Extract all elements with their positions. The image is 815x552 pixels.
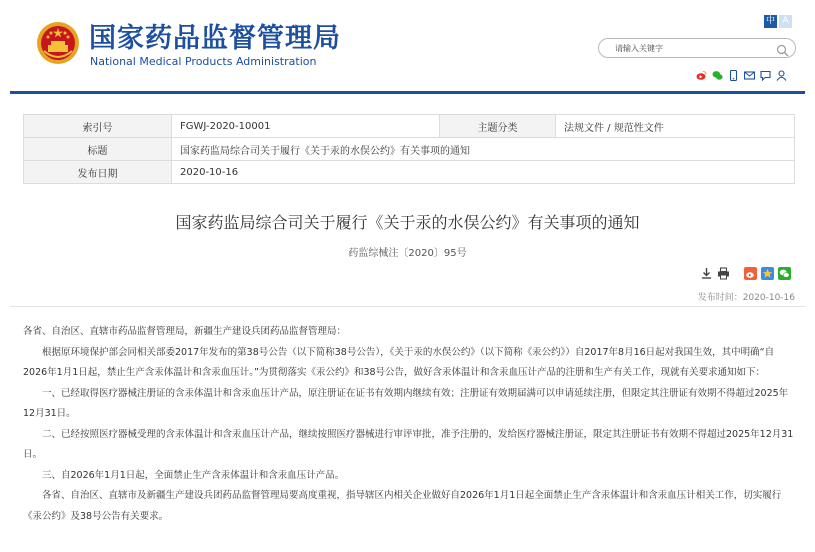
category-label: 主题分类: [440, 115, 556, 138]
body-paragraph: 二、已经按照医疗器械受理的含汞体温计和含汞血压计产品，继续按照医疗器械进行审评审批，准予注册的，发给医疗器械注册证，限定其注册证书有效期不得超过2025年12月31日。: [23, 428, 794, 460]
language-chinese-button[interactable]: 中: [765, 16, 775, 26]
document-info-table: [23, 114, 795, 184]
body-paragraph: 根据原环境保护部会同相关部委2017年发布的第38号公告（以下简称38号公告），《关于汞的水俣公约》（以下简称《汞公约》）自2017年8月16日起对我国生效，其中明确“自2026年1月1日起，禁止生产含汞体温计和含汞血压计。”为贯彻落实《汞公约》和38号公告，做好含汞体温计和含汞血压计产品的注册和生产有关工作，现就有关要求通知如下：: [23, 346, 775, 378]
qzone-share-icon[interactable]: [761, 265, 774, 278]
print-icon[interactable]: [717, 265, 730, 278]
publish-time: 发布时间：2020-10-16: [697, 293, 795, 303]
user-icon[interactable]: [776, 66, 787, 77]
site-title: 国家药品监督管理局: [89, 23, 341, 54]
salutation-paragraph: 各省、自治区、直辖市药品监督管理局，新疆生产建设兵团药品监督管理局：: [23, 326, 347, 337]
search-input[interactable]: [615, 39, 765, 57]
category-value: 法规文件 / 规范性文件: [556, 115, 795, 138]
article-tools: [700, 265, 791, 278]
date-label: 发布日期: [24, 161, 172, 184]
weibo-share-icon[interactable]: [744, 265, 757, 278]
site-subtitle: National Medical Products Administration: [90, 55, 317, 68]
document-number: 药监综械注〔2020〕95号: [348, 248, 467, 259]
header-divider: [10, 91, 805, 94]
wechat-icon[interactable]: [712, 66, 723, 77]
mobile-icon[interactable]: [728, 66, 739, 77]
table-row: [24, 115, 795, 138]
index-value: FGWJ-2020-10001: [172, 115, 440, 138]
social-links: [696, 64, 787, 78]
title-label: 标题: [24, 138, 172, 161]
article-title: 国家药监局综合司关于履行《关于汞的水俣公约》有关事项的通知: [175, 213, 640, 232]
wechat-share-icon[interactable]: [778, 265, 791, 278]
language-english-button[interactable]: A: [779, 15, 792, 28]
article-body: [23, 322, 795, 527]
body-paragraph: 一、已经取得医疗器械注册证的含汞体温计和含汞血压计产品，原注册证在证书有效期内继续有效；注册证有效期届满可以申请延续注册，但限定其注册证有效期不得超过2025年12月31日。: [23, 387, 789, 419]
table-row: [24, 161, 795, 184]
search-box: [598, 38, 796, 58]
index-label: 索引号: [24, 115, 172, 138]
content-divider: [10, 306, 805, 307]
search-icon[interactable]: [776, 42, 789, 55]
national-emblem-icon: [36, 21, 80, 65]
title-value: 国家药监局综合司关于履行《关于汞的水俣公约》有关事项的通知: [172, 138, 795, 161]
body-paragraph: 各省、自治区、直辖市及新疆生产建设兵团药品监督管理局要高度重视，指导辖区内相关企业做好自2026年1月1日起全面禁止生产含汞体温计和含汞血压计相关工作，切实履行《汞公约》及38号公告有关要求。: [23, 490, 782, 522]
download-icon[interactable]: [700, 265, 713, 278]
message-icon[interactable]: [760, 66, 771, 77]
email-icon[interactable]: [744, 66, 755, 77]
table-row: [24, 138, 795, 161]
date-value: 2020-10-16: [172, 161, 795, 184]
tool-spacer: [734, 265, 740, 278]
body-paragraph: 三、自2026年1月1日起，全面禁止生产含汞体温计和含汞血压计产品。: [42, 469, 345, 481]
weibo-icon[interactable]: [696, 66, 707, 77]
